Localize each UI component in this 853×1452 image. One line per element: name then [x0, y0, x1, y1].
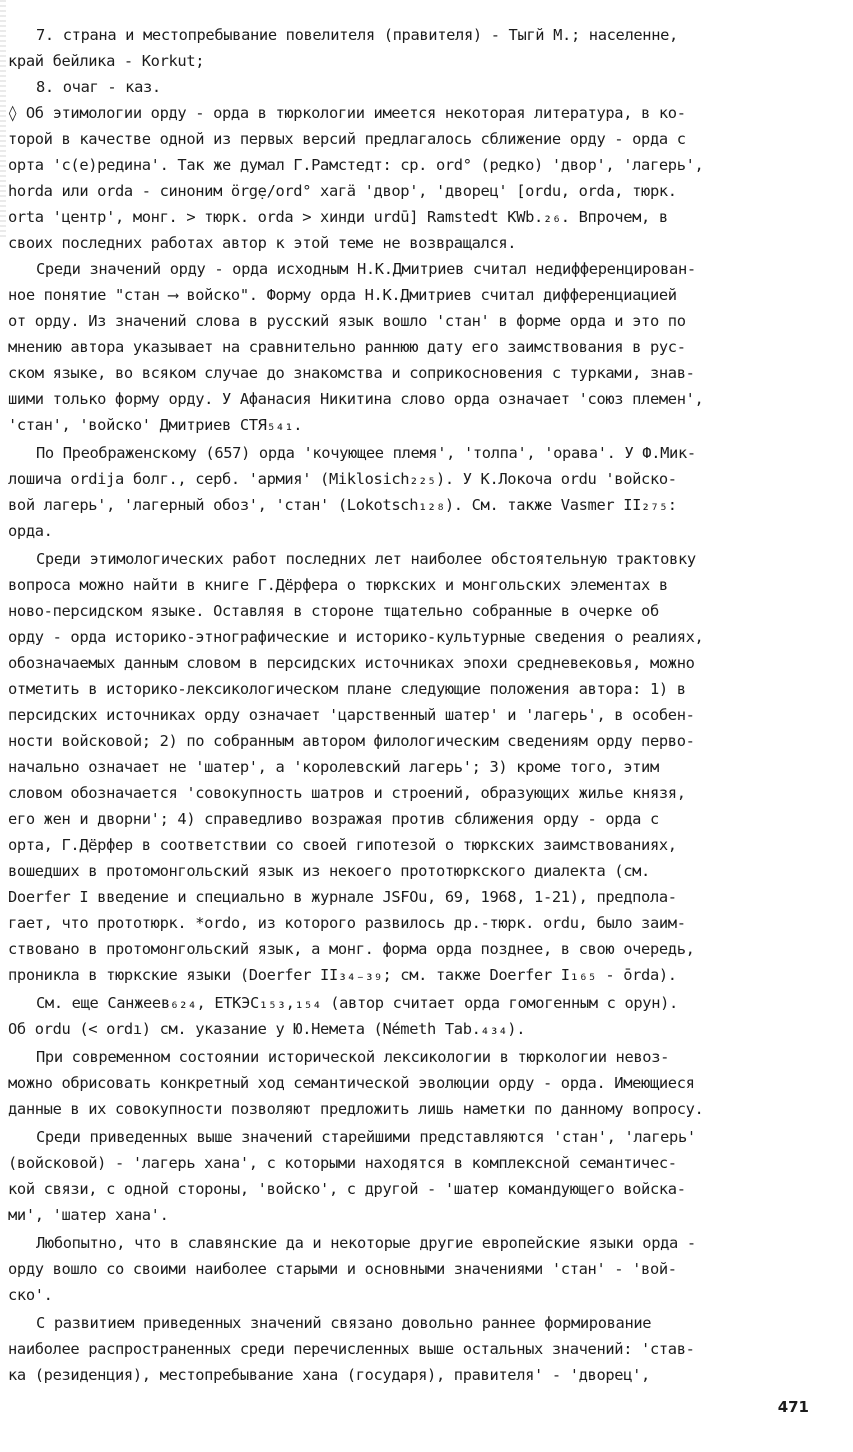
text-line: См. еще Санжеев₆₂₄, ЕТКЭС₁₅₃,₁₅₄ (автор считает орда гомогенным с орун).: [36, 994, 678, 1012]
page-number: 471: [777, 1398, 809, 1416]
text-line: orta 'центр', монг. > тюрк. orda > хинди urdū] Ramstedt KWb.₂₆. Впрочем, в: [8, 208, 668, 226]
text-line: По Преображенскому (657) орда 'кочующее племя', 'толпа', 'орава'. У Ф.Мик-: [36, 444, 696, 462]
text-line: орта 'с(е)редина'. Так же думал Г.Рамстедт: ср. ord° (редко) 'двор', 'лагерь',: [8, 156, 704, 174]
text-line: словом обозначается 'совокупность шатров и строений, образующих жилье князя,: [8, 784, 686, 802]
text-line: данные в их совокупности позволяют предложить лишь наметки по данному вопросу.: [8, 1100, 704, 1118]
text-line: вой лагерь', 'лагерный обоз', 'стан' (Lokotsch₁₂₈). См. также Vasmer II₂₇₅:: [8, 496, 677, 514]
text-line: вопроса можно найти в книге Г.Дёрфера о тюркских и монгольских элементах в: [8, 576, 668, 594]
text-line: При современном состоянии исторической лексикологии в тюркологии невоз-: [36, 1048, 670, 1066]
text-line: шими только форму орду. У Афанасия Никитина слово орда означает 'союз племен',: [8, 390, 704, 408]
text-line: начально означает не 'шатер', а 'королевский лагерь'; 3) кроме того, этим: [8, 758, 659, 776]
text-line: орду вошло со своими наиболее старыми и основными значениями 'стан' - 'вой-: [8, 1260, 677, 1278]
text-line: ка (резиденция), местопребывание хана (государя), правителя' - 'дворец',: [8, 1366, 650, 1384]
text-line: Любопытно, что в славянские да и некоторые другие европейские языки орда -: [36, 1234, 696, 1252]
text-line: Об ordu (< ordı) см. указание у Ю.Немета (Németh Tab.₄₃₄).: [8, 1020, 526, 1038]
text-line: край бейлика - Korkut;: [8, 52, 205, 70]
text-line: отметить в историко-лексикологическом плане следующие положения автора: 1) в: [8, 680, 686, 698]
text-line: кой связи, с одной стороны, 'войско', с другой - 'шатер командующего войска-: [8, 1180, 686, 1198]
text-line: проникла в тюркские языки (Doerfer II₃₄₋₃₉; см. также Doerfer I₁₆₅ - ōrda).: [8, 966, 677, 984]
text-line: Среди приведенных выше значений старейшими представляются 'стан', 'лагерь': [36, 1128, 696, 1146]
text-line: лошича ordija болг., серб. 'армия' (Miklosich₂₂₅). У К.Локоча ordu 'войско-: [8, 470, 677, 488]
text-line: орта, Г.Дёрфер в соответствии со своей гипотезой о тюркских заимствованиях,: [8, 836, 677, 854]
text-line: орду - орда историко-этнографические и историко-культурные сведения о реалиях,: [8, 628, 704, 646]
text-line: horda или orda - синоним örgẹ/ord° хагӓ 'двор', 'дворец' [ordu, orda, тюрк.: [8, 182, 677, 200]
text-line: 7. страна и местопребывание повелителя (правителя) - Тыгй М.; населенне,: [36, 26, 678, 44]
text-line: ствовано в протомонгольский язык, а монг. форма орда позднее, в свою очередь,: [8, 940, 695, 958]
text-line: орда.: [8, 522, 53, 540]
text-line: 8. очаг - каз.: [36, 78, 161, 96]
text-line: можно обрисовать конкретный ход семантической эволюции орду - орда. Имеющиеся: [8, 1074, 695, 1092]
text-line: ско'.: [8, 1286, 53, 1304]
text-line: ◊ Об этимологии орду - орда в тюркологии имеется некоторая литература, в ко-: [8, 104, 686, 122]
text-line: (войсковой) - 'лагерь хана', с которыми находятся в комплексной семантичес-: [8, 1154, 677, 1172]
text-line: гает, что прототюрк. *ordo, из которого развилось др.-тюрк. ordu, было заим-: [8, 914, 686, 932]
text-line: своих последних работах автор к этой теме не возвращался.: [8, 234, 517, 252]
text-line: ново-персидском языке. Оставляя в стороне тщательно собранные в очерке об: [8, 602, 659, 620]
text-line: торой в качестве одной из первых версий предлагалось сближение орду - орда с: [8, 130, 686, 148]
text-line: от орду. Из значений слова в русский язык вошло 'стан' в форме орда и это по: [8, 312, 686, 330]
text-line: ное понятие "стан ⟶ войско". Форму орда Н.К.Дмитриев считал дифференциацией: [8, 286, 677, 304]
text-line: ми', 'шатер хана'.: [8, 1206, 169, 1224]
text-line: обозначаемых данным словом в персидских источниках эпохи средневековья, можно: [8, 654, 695, 672]
text-line: 'стан', 'войско' Дмитриев СТЯ₅₄₁.: [8, 416, 303, 434]
text-line: персидских источниках орду означает 'царственный шатер' и 'лагерь', в особен-: [8, 706, 695, 724]
text-line: ском языке, во всяком случае до знакомства и соприкосновения с турками, знав-: [8, 364, 695, 382]
text-line: вошедших в протомонгольский язык из некоего прототюркского диалекта (см.: [8, 862, 650, 880]
text-line: Doerfer I введение и специально в журнале JSFOu, 69, 1968, 1-21), предпола-: [8, 888, 677, 906]
text-line: Среди значений орду - орда исходным Н.К.Дмитриев считал недифференцирован-: [36, 260, 696, 278]
text-line: Среди этимологических работ последних лет наиболее обстоятельную трактовку: [36, 550, 696, 568]
text-line: С развитием приведенных значений связано довольно раннее формирование: [36, 1314, 652, 1332]
text-line: ности войсковой; 2) по собранным автором филологическим сведениям орду перво-: [8, 732, 695, 750]
text-line: мнению автора указывает на сравнительно раннюю дату его заимствования в рус-: [8, 338, 686, 356]
text-line: его жен и дворни'; 4) справедливо возражая против сближения орду - орда с: [8, 810, 659, 828]
text-line: наиболее распространенных среди перечисленных выше остальных значений: 'став-: [8, 1340, 695, 1358]
